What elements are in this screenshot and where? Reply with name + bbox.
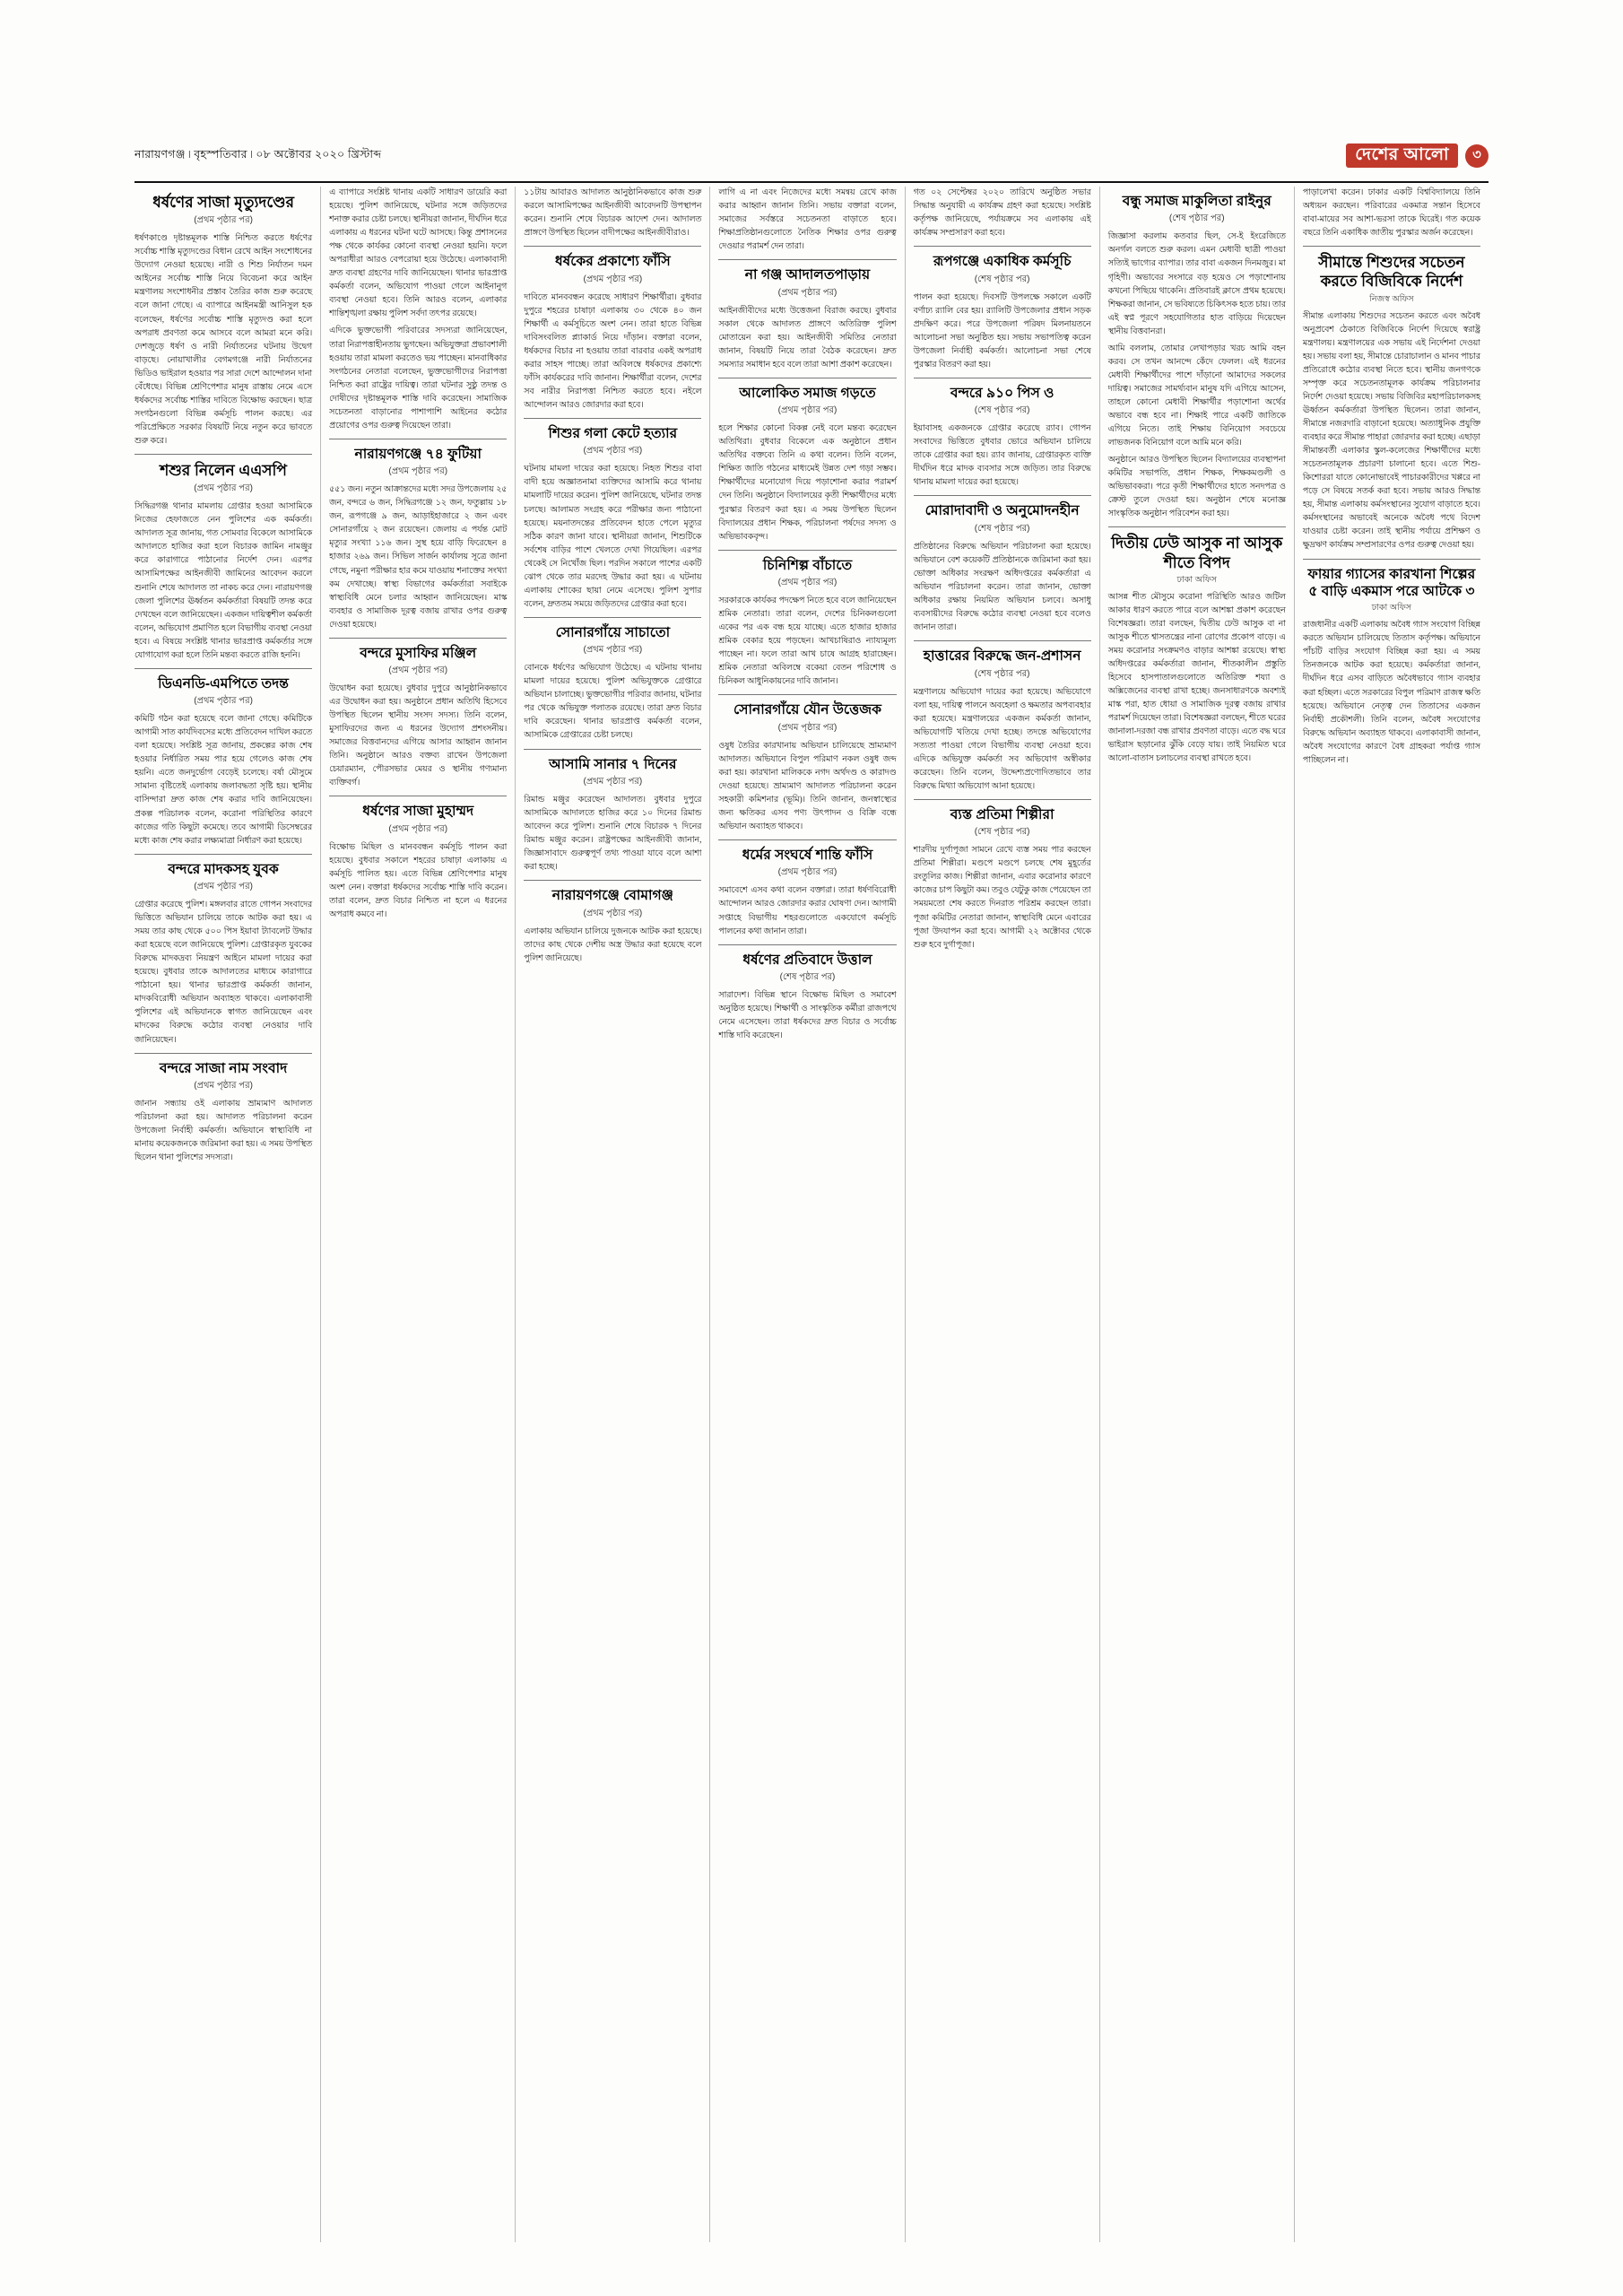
article-body: জানান সন্ধ্যায় ওই এলাকায় ভ্রাম্যমাণ আদালত পরিচালনা করা হয়। আদালত পরিচালনা করেন উপজেলা নির্বাহী কর্মকর্তা। অভিযানে স্বাস্থ্যবিধি না মানায় কয়েকজনকে জরিমানা করা হয়। এ সময় উপস্থিত ছিলেন থানা পুলিশের সদস্যরা। (135, 1099, 313, 1163)
article (718, 847, 896, 939)
article-continued-note: (প্রথম পৃষ্ঠার পর) (194, 882, 253, 892)
article-divider (524, 749, 701, 750)
column-6 (1100, 187, 1295, 2242)
article (1108, 534, 1286, 766)
article (329, 645, 507, 791)
article (135, 675, 312, 848)
article-continued-note: (শেষ পৃষ্ঠার পর) (974, 668, 1030, 679)
article-divider (914, 246, 1091, 247)
article-continued-note: (প্রথম পৃষ্ঠার পর) (583, 446, 643, 457)
article (914, 648, 1091, 794)
article-body: দাবিতে মানববন্ধন করেছে সাধারণ শিক্ষার্থীরা। বুধবার দুপুরে শহরের চাষাঢ়া এলাকায় ৩০ থেকে ৪০ জন শিক্ষার্থী এ কর্মসূচিতে অংশ নেন। তারা হাতে বিভিন্ন দাবিসংবলিত প্ল্যাকার্ড নিয়ে দাঁড়ান। বক্তারা বলেন, ধর্ষকদের বিচার না হওয়ায় তারা বারবার একই অপরাধ করার সাহস পাচ্ছে। তারা অবিলম্বে ধর্ষকদের প্রকাশ্যে ফাঁসি কার্যকরের দাবি জানান। শিক্ষার্থীরা বলেন, দেশের সব নারীর নিরাপত্তা নিশ্চিত করতে হবে। নইলে আন্দোলন আরও জোরদার করা হবে। (524, 292, 702, 410)
article-body: গত ০২ সেপ্টেম্বর ২০২০ তারিখে অনুষ্ঠিত সভার সিদ্ধান্ত অনুযায়ী এ কার্যক্রম গ্রহণ করা হয়েছে। সংশ্লিষ্ট কর্তৃপক্ষ জানিয়েছে, পর্যায়ক্রমে সব এলাকায় এই কার্যক্রম সম্প্রসারণ করা হবে। (913, 188, 1091, 239)
article (524, 253, 701, 413)
article-divider (135, 854, 312, 855)
article-continued-note: (প্রথম পৃষ্ঠার পর) (777, 287, 838, 298)
article-headline: সোনারগাঁয়ে সাচাতো (555, 624, 671, 640)
article-divider (329, 638, 507, 639)
article (524, 887, 701, 966)
article-body: সীমান্ত এলাকায় শিশুদের সচেতন করতে এবং অবৈধ অনুপ্রবেশ ঠেকাতে বিজিবিকে নির্দেশ দিয়েছে স্বরাষ্ট্র মন্ত্রণালয়। মন্ত্রণালয়ের এক সভায় এই নির্দেশনা দেওয়া হয়। সভায় বলা হয়, সীমান্তে চোরাচালান ও মানব পাচার প্রতিরোধে কঠোর ব্যবস্থা নিতে হবে। স্থানীয় জনগণকে সম্পৃক্ত করে সচেতনতামূলক কার্যক্রম পরিচালনার নির্দেশ দেওয়া হয়েছে। সভায় বিজিবির মহাপরিচালকসহ ঊর্ধ্বতন কর্মকর্তারা উপস্থিত ছিলেন। তারা জানান, সীমান্তে নজরদারি বাড়ানো হয়েছে। অত্যাধুনিক প্রযুক্তি ব্যবহার করে সীমান্ত পাহারা জোরদার করা হচ্ছে। এছাড়া সীমান্তবর্তী এলাকার স্কুল-কলেজের শিক্ষার্থীদের মধ্যে সচেতনতামূলক প্রচারণা চালানো হবে। এতে শিশু-কিশোররা যাতে কোনোভাবেই পাচারকারীদের খপ্পরে না পড়ে সে বিষয়ে সতর্ক করা হবে। সভায় আরও সিদ্ধান্ত হয়, সীমান্ত এলাকায় কর্মসংস্থানের সুযোগ বাড়াতে হবে। কর্মসংস্থানের অভাবেই অনেকে অবৈধ পথে বিদেশ যাওয়ার চেষ্টা করেন। তাই স্থানীয় পর্যায়ে প্রশিক্ষণ ও ক্ষুদ্রঋণ কার্যক্রম সম্প্রসারণের ওপর গুরুত্ব দেওয়া হয়। (1302, 311, 1480, 551)
article-divider (718, 550, 896, 551)
article-body: উদ্বোধন করা হয়েছে। বুধবার দুপুরে আনুষ্ঠানিকভাবে এর উদ্বোধন করা হয়। অনুষ্ঠানে প্রধান অতিথি হিসেবে উপস্থিত ছিলেন স্থানীয় সংসদ সদস্য। তিনি বলেন, মুসাফিরদের জন্য এ ধরনের উদ্যোগ প্রশংসনীয়। সমাজের বিত্তবানদের এগিয়ে আসার আহ্বান জানান তিনি। অনুষ্ঠানে আরও বক্তব্য রাখেন উপজেলা চেয়ারম্যান, পৌরসভার মেয়র ও স্থানীয় গণ্যমান্য ব্যক্তিবর্গ। (329, 684, 508, 788)
article (329, 803, 507, 922)
article-body: গ্রেপ্তার করেছে পুলিশ। মঙ্গলবার রাতে গোপন সংবাদের ভিত্তিতে অভিযান চালিয়ে তাকে আটক করা হয়। এ সময় তার কাছ থেকে ৫০০ পিস ইয়াবা ট্যাবলেট উদ্ধার করা হয়েছে বলে জানিয়েছে পুলিশ। গ্রেপ্তারকৃত যুবকের বিরুদ্ধে মাদকদ্রব্য নিয়ন্ত্রণ আইনে মামলা দায়ের করা হয়েছে। বুধবার তাকে আদালতের মাধ্যমে কারাগারে পাঠানো হয়। থানার ভারপ্রাপ্ত কর্মকর্তা জানান, মাদকবিরোধী অভিযান অব্যাহত থাকবে। এলাকাবাসী পুলিশের এই অভিযানকে স্বাগত জানিয়েছেন এবং মাদকের বিরুদ্ধে কঠোর ব্যবস্থা নেওয়ার দাবি জানিয়েছেন। (135, 900, 313, 1045)
article (329, 325, 507, 432)
article-headline: বন্দরে মুসাফির মঞ্জিল (360, 645, 477, 661)
article (718, 266, 896, 372)
column-1 (135, 187, 321, 2242)
article (718, 701, 896, 834)
article-byline: ঢাকা অফিস (1176, 574, 1217, 585)
article (718, 385, 896, 544)
article-divider (524, 418, 701, 419)
article-headline: দিতীয় ঢেউ আসুক না আসুক শীতে বিপদ (1111, 535, 1283, 571)
article (914, 385, 1091, 491)
article-continued-note: (প্রথম পৃষ্ঠার পর) (194, 696, 253, 707)
article-body: ৫৫১ জন। নতুন আক্রান্তদের মধ্যে সদর উপজেলায় ২৫ জন, বন্দরে ৬ জন, সিদ্ধিরগঞ্জে ১২ জন, ফতুল্লায় ১৮ জন, রূপগঞ্জে ৯ জন, আড়াইহাজারে ২ জন এবং সোনারগাঁয়ে ২ জন রয়েছেন। জেলায় এ পর্যন্ত মোট মৃত্যুর সংখ্যা ১১৬ জন। সুস্থ হয়ে বাড়ি ফিরেছেন ৪ হাজার ২৬৯ জন। সিভিল সার্জন কার্যালয় সূত্রে জানা গেছে, নমুনা পরীক্ষার হার কমে যাওয়ায় শনাক্তের সংখ্যা কম দেখাচ্ছে। স্বাস্থ্য বিভাগের কর্মকর্তারা সবাইকে স্বাস্থ্যবিধি মেনে চলার আহ্বান জানিয়েছেন। মাস্ক ব্যবহার ও সামাজিক দূরত্ব বজায় রাখার ওপর গুরুত্ব দেওয়া হয়েছে। (329, 485, 508, 630)
article-headline: নারায়ণগঞ্জে ৭৪ ফুটিয়া (354, 446, 482, 462)
article (914, 502, 1091, 635)
article-body: কমিটি গঠন করা হয়েছে বলে জানা গেছে। কমিটিকে আগামী সাত কার্যদিবসের মধ্যে প্রতিবেদন দাখিল করতে বলা হয়েছে। সংশ্লিষ্ট সূত্র জানায়, প্রকল্পের কাজ শেষ হওয়ার নির্ধারিত সময় পার হয়ে গেলেও কাজ শেষ হয়নি। এতে জনদুর্ভোগ বেড়েই চলেছে। বর্ষা মৌসুমে সামান্য বৃষ্টিতেই এলাকায় জলাবদ্ধতা সৃষ্টি হয়। স্থানীয় বাসিন্দারা দ্রুত কাজ শেষ করার দাবি জানিয়েছেন। প্রকল্প পরিচালক বলেন, করোনা পরিস্থিতির কারণে কাজের গতি কিছুটা কমেছে। তবে আগামী ডিসেম্বরের মধ্যে কাজ শেষ করার লক্ষ্যমাত্রা নির্ধারণ করা হয়েছে। (135, 715, 313, 846)
article-byline: ঢাকা অফিস (1371, 603, 1412, 613)
column-container (135, 187, 1488, 2242)
article-headline: না গঞ্জ আদালতপাড়ায় (744, 267, 871, 283)
article (1303, 253, 1480, 552)
article-divider (914, 640, 1091, 641)
column-2 (321, 187, 516, 2242)
article-headline: শিশুর গলা কেটে হত্যার (548, 425, 678, 441)
article-body: হলে শিক্ষার কোনো বিকল্প নেই বলে মন্তব্য করেছেন অতিথিরা। বুধবার বিকেলে এক অনুষ্ঠানে প্রধান অতিথির বক্তব্যে তিনি এ কথা বলেন। তিনি বলেন, শিক্ষিত জাতি গঠনের মাধ্যমেই উন্নত দেশ গড়া সম্ভব। শিক্ষার্থীদের মনোযোগ দিয়ে পড়াশোনা করার পরামর্শ দেন তিনি। অনুষ্ঠানে বিদ্যালয়ের কৃতী শিক্ষার্থীদের মধ্যে পুরস্কার বিতরণ করা হয়। এ সময় উপস্থিত ছিলেন বিদ্যালয়ের প্রধান শিক্ষক, পরিচালনা পর্ষদের সদস্য ও অভিভাবকবৃন্দ। (718, 424, 897, 542)
column-5 (906, 187, 1100, 2242)
article (914, 253, 1091, 372)
article-body: বিক্ষোভ মিছিল ও মানববন্ধন কর্মসূচি পালন করা হয়েছে। বুধবার সকালে শহরের চাষাঢ়া এলাকায় এ কর্মসূচি পালিত হয়। এতে বিভিন্ন শ্রেণিপেশার মানুষ অংশ নেন। বক্তারা ধর্ষকদের সর্বোচ্চ শাস্তি দাবি করেন। তারা বলেন, দ্রুত বিচার নিশ্চিত না হলে এ ধরনের অপরাধ কমবে না। (329, 842, 508, 920)
article-body: এলাকায় অভিযান চালিয়ে দুজনকে আটক করা হয়েছে। তাদের কাছ থেকে দেশীয় অস্ত্র উদ্ধার করা হয়েছে বলে পুলিশ জানিয়েছে। (524, 926, 702, 963)
article-body: ১১টায় আবারও আদালত আনুষ্ঠানিকভাবে কাজ শুরু করলে আসামিপক্ষের আইনজীবী আবেদনটি উপস্থাপন করেন। শুনানি শেষে বিচারক আদেশ দেন। আদালত প্রাঙ্গণে উপস্থিত ছিলেন বাদীপক্ষের আইনজীবীরাও। (524, 188, 702, 239)
article-body: রাজধানীর একটি এলাকায় অবৈধ গ্যাস সংযোগ বিচ্ছিন্ন করতে অভিযান চালিয়েছে তিতাস কর্তৃপক্ষ। অভিযানে পাঁচটি বাড়ির সংযোগ বিচ্ছিন্ন করা হয়। এ সময় তিনজনকে আটক করা হয়েছে। কর্মকর্তারা জানান, দীর্ঘদিন ধরে এসব বাড়িতে অবৈধভাবে গ্যাস ব্যবহার করা হচ্ছিল। এতে সরকারের বিপুল পরিমাণ রাজস্ব ক্ষতি হয়েছে। অভিযানে নেতৃত্ব দেন তিতাসের একজন নির্বাহী প্রকৌশলী। তিনি বলেন, অবৈধ সংযোগের বিরুদ্ধে অভিযান অব্যাহত থাকবে। এলাকাবাসী জানান, অবৈধ সংযোগের কারণে বৈধ গ্রাহকরা পর্যাপ্ত গ্যাস পাচ্ছিলেন না। (1302, 621, 1480, 765)
article-headline: আলোকিত সমাজ গড়তে (739, 385, 876, 401)
article (718, 952, 896, 1044)
article-divider (524, 880, 701, 881)
article-headline: মোরাদাবাদী ও অনুমোদনহীন (924, 503, 1080, 519)
article (914, 806, 1091, 952)
article-continued-note: (প্রথম পৃষ্ঠার পর) (777, 867, 838, 878)
article-headline: হাত্তারের বিরুদ্ধে জন-প্রশাসন (923, 648, 1081, 665)
article-headline: ধর্মের সংঘর্ষে শান্তি ফাঁসি (742, 848, 873, 864)
article-divider (135, 1053, 312, 1054)
article-body: সরকারকে কার্যকর পদক্ষেপ নিতে হবে বলে জানিয়েছেন শ্রমিক নেতারা। তারা বলেন, দেশের চিনিকলগুলো একের পর এক বন্ধ হয়ে যাচ্ছে। এতে হাজার হাজার শ্রমিক বেকার হয়ে পড়ছেন। আখচাষিরাও ন্যায্যমূল্য পাচ্ছেন না। ফলে তারা আখ চাষে আগ্রহ হারাচ্ছেন। শ্রমিক নেতারা অবিলম্বে বকেয়া বেতন পরিশোধ ও চিনিকল আধুনিকায়নের দাবি জানান। (718, 596, 897, 687)
article (135, 1060, 312, 1166)
article-continued-note: (প্রথম পৃষ্ঠার পর) (583, 908, 643, 918)
article-divider (1303, 559, 1480, 560)
article-headline: ব্যস্ত প্রতিমা শিল্পীরা (950, 806, 1055, 822)
article (329, 446, 507, 632)
article-headline: বন্দরে সাজা নাম সংবাদ (159, 1060, 288, 1076)
article-headline: বন্দরে ৯১০ পিস ও (950, 385, 1055, 401)
article-continued-note: (প্রথম পৃষ্ঠার পর) (388, 823, 448, 834)
article-body: বোনকে ধর্ষণের অভিযোগ উঠেছে। এ ঘটনায় থানায় মামলা দায়ের হয়েছে। পুলিশ অভিযুক্তকে গ্রেপ্তারে অভিযান চালাচ্ছে। ভুক্তভোগীর পরিবার জানায়, ঘটনার পর থেকে অভিযুক্ত পলাতক রয়েছে। তারা দ্রুত বিচার দাবি করেছেন। থানার ভারপ্রাপ্ত কর্মকর্তা বলেন, আসামিকে গ্রেপ্তারের চেষ্টা চলছে। (524, 664, 702, 741)
article-continued-note: (শেষ পৃষ্ঠার পর) (974, 274, 1030, 284)
article-body: ঘটনায় মামলা দায়ের করা হয়েছে। নিহত শিশুর বাবা বাদী হয়ে অজ্ঞাতনামা ব্যক্তিদের আসামি করে থানায় মামলাটি দায়ের করেন। পুলিশ জানিয়েছে, ঘটনার তদন্ত চলছে। আলামত সংগ্রহ করে পরীক্ষার জন্য পাঠানো হয়েছে। ময়নাতদন্তের প্রতিবেদন হাতে পেলে মৃত্যুর সঠিক কারণ জানা যাবে। স্থানীয়রা জানান, শিশুটিকে সর্বশেষ বাড়ির পাশে খেলতে দেখা গিয়েছিল। এরপর থেকেই সে নিখোঁজ ছিল। পরদিন সকালে পাশের একটি ঝোপ থেকে তার মরদেহ উদ্ধার করা হয়। এ ঘটনায় এলাকায় শোকের ছায়া নেমে এসেছে। পুলিশ সুপার বলেন, দ্রুততম সময়ে জড়িতদের গ্রেপ্তার করা হবে। (524, 465, 702, 609)
article (524, 187, 701, 240)
article (135, 461, 312, 663)
article (524, 425, 701, 612)
article (1108, 343, 1286, 450)
article-headline: সীমান্তে শিশুদের সচেতন করতে বিজিবিকে নির্দেশ (1318, 254, 1465, 291)
article-continued-note: (প্রথম পৃষ্ঠার পর) (194, 215, 253, 226)
article-continued-note: (প্রথম পৃষ্ঠার পর) (777, 405, 838, 416)
article-headline: নারায়ণগঞ্জে বোমাগঞ্জ (551, 888, 673, 904)
article (135, 861, 312, 1048)
article (329, 187, 507, 321)
article-headline: বন্ধু সমাজ মাকুলিতা রাইনুর (1122, 194, 1271, 209)
article (718, 187, 896, 254)
article-body: সমাবেশে এসব কথা বলেন বক্তারা। তারা ধর্ষণবিরোধী আন্দোলন আরও জোরদার করার ঘোষণা দেন। আগামী সপ্তাহে বিভাগীয় শহরগুলোতে একযোগে কর্মসূচি পালনের কথা জানান তারা। (718, 886, 897, 936)
article (1108, 454, 1286, 521)
article-divider (914, 495, 1091, 496)
article-body: ওষুধ তৈরির কারখানায় অভিযান চালিয়েছে ভ্রাম্যমাণ আদালত। অভিযানে বিপুল পরিমাণ নকল ওষুধ জব্দ করা হয়। কারখানা মালিককে নগদ অর্থদণ্ড ও কারাদণ্ড দেওয়া হয়েছে। ভ্রাম্যমাণ আদালত পরিচালনা করেন সহকারী কমিশনার (ভূমি)। তিনি জানান, জনস্বাস্থ্যের জন্য ক্ষতিকর এসব পণ্য উৎপাদন ও বিক্রি বন্ধে অভিযান অব্যাহত থাকবে। (718, 741, 897, 831)
column-4 (710, 187, 905, 2242)
article-body: প্রতিষ্ঠানের বিরুদ্ধে অভিযান পরিচালনা করা হয়েছে। অভিযানে বেশ কয়েকটি প্রতিষ্ঠানকে জরিমানা করা হয়। ভোক্তা অধিকার সংরক্ষণ অধিদপ্তরের কর্মকর্তারা এ অভিযান পরিচালনা করেন। তারা জানান, ভোক্তা অধিকার রক্ষায় নিয়মিত অভিযান চলবে। অসাধু ব্যবসায়ীদের বিরুদ্ধে কঠোর ব্যবস্থা নেওয়া হবে বলেও জানান তারা। (913, 542, 1091, 633)
article-continued-note: (শেষ পৃষ্ঠার পর) (974, 827, 1030, 838)
article-divider (135, 454, 312, 455)
article (135, 193, 312, 448)
article (1303, 187, 1480, 240)
article (524, 624, 701, 744)
article-continued-note: (প্রথম পৃষ্ঠার পর) (388, 665, 448, 676)
column-7 (1295, 187, 1488, 2242)
article-headline: শশুর নিলেন এএসপি (160, 462, 287, 479)
article-headline: রূপগঞ্জে একাধিক কর্মসূচি (933, 254, 1072, 270)
article-headline: ফায়ার গ্যাসের কারখানা শিল্পের ৫ বাড়ি একমাস পরে আটকে ৩ (1307, 566, 1476, 599)
article-headline: চিনিশিল্প বাঁচাতে (762, 557, 853, 573)
article-byline: নিজস্ব অফিস (1369, 293, 1414, 304)
article-headline: ধর্ষণের প্রতিবাদে উত্তাল (742, 952, 872, 968)
article-body: পালন করা হয়েছে। দিবসটি উপলক্ষে সকালে একটি বর্ণাঢ্য র‍্যালি বের হয়। র‍্যালিটি উপজেলার প্রধান সড়ক প্রদক্ষিণ করে। পরে উপজেলা পরিষদ মিলনায়তনে আলোচনা সভা অনুষ্ঠিত হয়। সভায় সভাপতিত্ব করেন উপজেলা নির্বাহী কর্মকর্তা। আলোচনা সভা শেষে পুরস্কার বিতরণ করা হয়। (913, 292, 1091, 370)
article-divider (718, 944, 896, 945)
article-divider (1108, 526, 1286, 527)
article-body: আসন্ন শীত মৌসুমে করোনা পরিস্থিতি আরও জটিল আকার ধারণ করতে পারে বলে আশঙ্কা প্রকাশ করেছেন বিশেষজ্ঞরা। তারা বলছেন, দ্বিতীয় ঢেউ আসুক বা না আসুক শীতে শ্বাসতন্ত্রের নানা রোগের প্রকোপ বাড়ে। এ সময় করোনার সংক্রমণও বাড়ার আশঙ্কা রয়েছে। স্বাস্থ্য অধিদপ্তরের কর্মকর্তারা জানান, শীতকালীন প্রস্তুতি হিসেবে হাসপাতালগুলোতে অতিরিক্ত শয্যা ও অক্সিজেনের ব্যবস্থা রাখা হচ্ছে। জনসাধারণকে অবশ্যই মাস্ক পরা, হাত ধোয়া ও সামাজিক দূরত্ব বজায় রাখার পরামর্শ দিয়েছেন তারা। বিশেষজ্ঞরা বলছেন, শীতে ঘরের জানালা-দরজা বন্ধ রাখার প্রবণতা বাড়ে। এতে বদ্ধ ঘরে ভাইরাস ছড়ানোর ঝুঁকি বেড়ে যায়। তাই নিয়মিত ঘরে আলো-বাতাস চলাচলের ব্যবস্থা রাখতে হবে। (1107, 592, 1286, 764)
article-body: রিমান্ড মঞ্জুর করেছেন আদালত। বুধবার দুপুরে আসামিকে আদালতে হাজির করে ১০ দিনের রিমান্ড আবেদন করে পুলিশ। শুনানি শেষে বিচারক ৭ দিনের রিমান্ড মঞ্জুর করেন। রাষ্ট্রপক্ষের আইনজীবী জানান, জিজ্ঞাসাবাদে গুরুত্বপূর্ণ তথ্য পাওয়া যাবে বলে আশা করা হচ্ছে। (524, 795, 702, 873)
article-continued-note: (প্রথম পৃষ্ঠার পর) (194, 1080, 253, 1091)
article-continued-note: (প্রথম পৃষ্ঠার পর) (583, 274, 643, 284)
article-continued-note: (প্রথম পৃষ্ঠার পর) (194, 483, 253, 494)
article-headline: সোনারগাঁয়ে যৌন উত্তেজক (733, 702, 881, 718)
article (1303, 566, 1480, 768)
column-3 (516, 187, 710, 2242)
article-divider (718, 694, 896, 695)
article-divider (718, 259, 896, 260)
article-divider (718, 839, 896, 840)
article (718, 557, 896, 690)
article-continued-note: (শেষ পৃষ্ঠার পর) (974, 405, 1030, 416)
article (524, 756, 701, 875)
article-body: সারাদেশ। বিভিন্ন স্থানে বিক্ষোভ মিছিল ও সমাবেশ অনুষ্ঠিত হয়েছে। শিক্ষার্থী ও সাংস্কৃতিক কর্মীরা রাজপথে নেমে এসেছেন। তারা ধর্ষকদের দ্রুত বিচার ও সর্বোচ্চ শাস্তি দাবি করেছেন। (718, 990, 897, 1041)
article-continued-note: (শেষ পৃষ্ঠার পর) (779, 971, 836, 982)
article-body: লাগি এ না এবং নিজেদের মধ্যে সমন্বয় রেখে কাজ করার আহ্বান জানান তিনি। সভায় বক্তারা বলেন, সমাজের সর্বস্তরে সচেতনতা বাড়াতে হবে। শিক্ষাপ্রতিষ্ঠানগুলোতে নৈতিক শিক্ষার ওপর গুরুত্ব দেওয়ার পরামর্শ দেন তারা। (718, 188, 897, 252)
article-body: সিদ্ধিরগঞ্জ থানার মামলায় গ্রেপ্তার হওয়া আসামিকে নিজের হেফাজতে নেন পুলিশের এক কর্মকর্তা। আদালত সূত্র জানায়, গত সোমবার বিকেলে আসামিকে আদালতে হাজির করা হলে বিচারক জামিন নামঞ্জুর করে কারাগারে পাঠানোর নির্দেশ দেন। এরপর আসামিপক্ষের আইনজীবী জামিনের আবেদন করলে শুনানি শেষে আদালত তা নাকচ করে দেন। নারায়ণগঞ্জ জেলা পুলিশের ঊর্ধ্বতন কর্মকর্তারা বিষয়টি তদন্ত করে দেখছেন বলে জানিয়েছেন। একজন দায়িত্বশীল কর্মকর্তা বলেন, অভিযোগ প্রমাণিত হলে বিভাগীয় ব্যবস্থা নেওয়া হবে। এ বিষয়ে সংশ্লিষ্ট থানার ভারপ্রাপ্ত কর্মকর্তার সঙ্গে যোগাযোগ করা হলে তিনি মন্তব্য করতে রাজি হননি। (135, 502, 313, 660)
article-continued-note: (প্রথম পৃষ্ঠার পর) (777, 578, 838, 588)
article-body: আইনজীবীদের মধ্যে উত্তেজনা বিরাজ করছে। বুধবার সকাল থেকে আদালত প্রাঙ্গণে অতিরিক্ত পুলিশ মোতায়েন করা হয়। আইনজীবী সমিতির নেতারা জানান, বিষয়টি নিয়ে তারা বৈঠক করেছেন। দ্রুত সমস্যার সমাধান হবে বলে তারা আশা প্রকাশ করেছেন। (718, 306, 897, 370)
article-divider (1303, 246, 1480, 247)
article-headline: ডিএনডি-এমপিতে তদন্ত (158, 675, 289, 691)
article (914, 187, 1091, 240)
article-headline: আসামি সানার ৭ দিনের (549, 756, 677, 772)
article-body: শারদীয় দুর্গাপূজা সামনে রেখে ব্যস্ত সময় পার করছেন প্রতিমা শিল্পীরা। মণ্ডপে মণ্ডপে চলছে শেষ মুহূর্তের রংতুলির কাজ। শিল্পীরা জানান, এবার করোনার কারণে কাজের চাপ কিছুটা কম। তবুও যেটুকু কাজ পেয়েছেন তা সময়মতো শেষ করতে দিনরাত পরিশ্রম করছেন তারা। পূজা কমিটির নেতারা জানান, স্বাস্থ্যবিধি মেনে এবারের পূজা উদযাপন করা হবে। আগামী ২২ অক্টোবর থেকে শুরু হবে দুর্গাপূজা। (913, 846, 1091, 950)
page-number-badge: ৩ (1465, 144, 1488, 168)
masthead (135, 144, 1488, 183)
article-body: পাড়ালেখা করেন। ঢাকার একটি বিশ্ববিদ্যালয়ে তিনি অধ্যয়ন করছেন। পরিবারের একমাত্র সন্তান হিসেবে বাবা-মায়ের সব আশা-ভরসা তাকে ঘিরেই। গত কয়েক বছরে তিনি একাধিক জাতীয় পুরস্কার অর্জন করেছেন। (1302, 188, 1480, 239)
masthead-brand (1346, 144, 1488, 168)
article-body: এদিকে ভুক্তভোগী পরিবারের সদস্যরা জানিয়েছেন, তারা নিরাপত্তাহীনতায় ভুগছেন। অভিযুক্তরা প্রভাবশালী হওয়ায় তারা মামলা করতেও ভয় পাচ্ছেন। মানবাধিকার সংগঠনের নেতারা বলেছেন, ভুক্তভোগীদের নিরাপত্তা নিশ্চিত করা রাষ্ট্রের দায়িত্ব। তারা ঘটনার সুষ্ঠু তদন্ত ও দোষীদের দৃষ্টান্তমূলক শাস্তি দাবি করেছেন। সামাজিক সচেতনতা বাড়ানোর পাশাপাশি আইনের কঠোর প্রয়োগের ওপর গুরুত্ব দিয়েছেন তারা। (329, 326, 508, 430)
article-continued-note: (প্রথম পৃষ্ঠার পর) (583, 645, 643, 656)
article-continued-note: (শেষ পৃষ্ঠার পর) (974, 523, 1030, 534)
article-body: মন্ত্রণালয়ে অভিযোগ দায়ের করা হয়েছে। অভিযোগে বলা হয়, দায়িত্ব পালনে অবহেলা ও ক্ষমতার অপব্যবহার করা হয়েছে। মন্ত্রণালয়ের একজন কর্মকর্তা জানান, অভিযোগটি খতিয়ে দেখা হচ্ছে। তদন্তে অভিযোগের সত্যতা পাওয়া গেলে বিভাগীয় ব্যবস্থা নেওয়া হবে। এদিকে অভিযুক্ত কর্মকর্তা সব অভিযোগ অস্বীকার করেছেন। তিনি বলেন, উদ্দেশ্যপ্রণোদিতভাবে তার বিরুদ্ধে মিথ্যা অভিযোগ আনা হয়েছে। (913, 687, 1091, 791)
article-body: জিজ্ঞাসা করলাম কতবার ছিল, সে-ই ইংরেজিতে অনর্গল বলতে শুরু করল। এমন মেধাবী ছাত্রী পাওয়া সত্যিই ভাগ্যের ব্যাপার। তার বাবা একজন দিনমজুর। মা গৃহিণী। অভাবের সংসারে বড় হয়েও সে পড়াশোনায় কখনো পিছিয়ে থাকেনি। প্রতিবারই ক্লাসে প্রথম হয়েছে। শিক্ষকরা জানান, সে ভবিষ্যতে চিকিৎসক হতে চায়। তার এই স্বপ্ন পূরণে সহযোগিতার হাত বাড়িয়ে দিয়েছেন স্থানীয় বিত্তবানরা। (1107, 232, 1286, 336)
article-body: এ ব্যাপারে সংশ্লিষ্ট থানায় একটি সাধারণ ডায়েরি করা হয়েছে। পুলিশ জানিয়েছে, ঘটনার সঙ্গে জড়িতদের শনাক্ত করার চেষ্টা চলছে। স্থানীয়রা জানান, দীর্ঘদিন ধরে এলাকায় এ ধরনের ঘটনা ঘটে আসছে। কিন্তু প্রশাসনের পক্ষ থেকে কার্যকর কোনো ব্যবস্থা নেওয়া হয়নি। ফলে অপরাধীরা আরও বেপরোয়া হয়ে উঠেছে। এলাকাবাসী দ্রুত ব্যবস্থা গ্রহণের দাবি জানিয়েছেন। থানার ভারপ্রাপ্ত কর্মকর্তা বলেন, অভিযোগ পাওয়া গেলে আইনানুগ ব্যবস্থা নেওয়া হবে। তিনি আরও বলেন, এলাকার শান্তিশৃঙ্খলা রক্ষায় পুলিশ সর্বদা তৎপর রয়েছে। (329, 188, 508, 319)
article-divider (524, 617, 701, 618)
article-headline: ধর্ষকের প্রকাশ্যে ফাঁসি (554, 254, 671, 270)
newspaper-logo: দেশের আলো (1346, 144, 1458, 168)
article-body: ধর্ষণকাণ্ডে দৃষ্টান্তমূলক শাস্তি নিশ্চিত করতে ধর্ষণের সর্বোচ্চ শাস্তি মৃত্যুদণ্ডের বিধান রেখে আইন সংশোধনের উদ্যোগ নেওয়া হয়েছে। নারী ও শিশু নির্যাতন দমন আইনের সর্বোচ্চ শাস্তি নিয়ে বিবেচনা করে আইন মন্ত্রণালয় সংশোধনীর প্রস্তাব তৈরির কাজ শুরু করেছে বলে জানা গেছে। এ ব্যাপারে আইনমন্ত্রী আনিসুল হক বলেছেন, ধর্ষণের সর্বোচ্চ শাস্তি মৃত্যুদণ্ড করা হলে অপরাধ প্রবণতা কমে আসবে বলে আমরা মনে করি। দেশজুড়ে ধর্ষণ ও নারী নির্যাতনের ঘটনায় উদ্বেগ বাড়ছে। নোয়াখালীর বেগমগঞ্জে নারী নির্যাতনের ভিডিও ভাইরাল হওয়ার পর সারা দেশে আন্দোলন দানা বেঁধেছে। বিভিন্ন শ্রেণিপেশার মানুষ রাস্তায় নেমে এসে ধর্ষকদের সর্বোচ্চ শাস্তির দাবিতে বিক্ষোভ করছেন। ছাত্র সংগঠনগুলো বিভিন্ন কর্মসূচি পালন করছে। এর পরিপ্রেক্ষিতে সরকার বিষয়টি নিয়ে নতুন করে ভাবতে শুরু করে। (135, 234, 313, 446)
article-divider (914, 799, 1091, 800)
article-body: অনুষ্ঠানে আরও উপস্থিত ছিলেন বিদ্যালয়ের ব্যবস্থাপনা কমিটির সভাপতি, প্রধান শিক্ষক, শিক্ষকমণ্ডলী ও অভিভাবকরা। পরে কৃতী শিক্ষার্থীদের হাতে সনদপত্র ও ক্রেস্ট তুলে দেওয়া হয়। অনুষ্ঠান শেষে মনোজ্ঞ সাংস্কৃতিক অনুষ্ঠান পরিবেশন করা হয়। (1107, 456, 1286, 519)
masthead-dateline: নারায়ণগঞ্জ ৷ বৃহস্পতিবার ৷ ০৮ অক্টোবর ২০২০ খ্রিস্টাব্দ (135, 148, 382, 161)
article-continued-note: (শেষ পৃষ্ঠার পর) (1168, 213, 1225, 224)
article-continued-note: (প্রথম পৃষ্ঠার পর) (777, 722, 838, 733)
article-body: ইয়াবাসহ একজনকে গ্রেপ্তার করেছে র‍্যাব। গোপন সংবাদের ভিত্তিতে বুধবার ভোরে অভিযান চালিয়ে তাকে গ্রেপ্তার করা হয়। র‍্যাব জানায়, গ্রেপ্তারকৃত ব্যক্তি দীর্ঘদিন ধরে মাদক ব্যবসার সঙ্গে জড়িত। তার বিরুদ্ধে থানায় মামলা দায়ের করা হয়েছে। (913, 424, 1091, 488)
article-continued-note: (প্রথম পৃষ্ঠার পর) (583, 776, 643, 787)
article (1108, 193, 1286, 339)
article-headline: ধর্ষণের সাজা মৃত্যুদণ্ডের (152, 194, 294, 211)
article-headline: বন্দরে মাদকসহ যুবক (168, 861, 279, 877)
article-divider (135, 668, 312, 669)
article-headline: ধর্ষণের সাজা মুহাম্মদ (362, 804, 474, 820)
article-body: আমি বললাম, তোমার লেখাপড়ার খরচ আমি বহন করব। সে তখন আনন্দে কেঁদে ফেলল। এই ধরনের মেধাবী শিক্ষার্থীদের পাশে দাঁড়ানো আমাদের সকলের দায়িত্ব। সমাজের সামর্থ্যবান মানুষ যদি এগিয়ে আসেন, তাহলে কোনো মেধাবী শিক্ষার্থীর পড়াশোনা অর্থের অভাবে বন্ধ হবে না। শিক্ষাই পারে একটি জাতিকে এগিয়ে নিতে। তাই শিক্ষায় বিনিয়োগ সবচেয়ে লাভজনক বিনিয়োগ বলে আমি মনে করি। (1107, 344, 1286, 448)
article-divider (524, 246, 701, 247)
article-continued-note: (প্রথম পৃষ্ঠার পর) (388, 466, 448, 477)
